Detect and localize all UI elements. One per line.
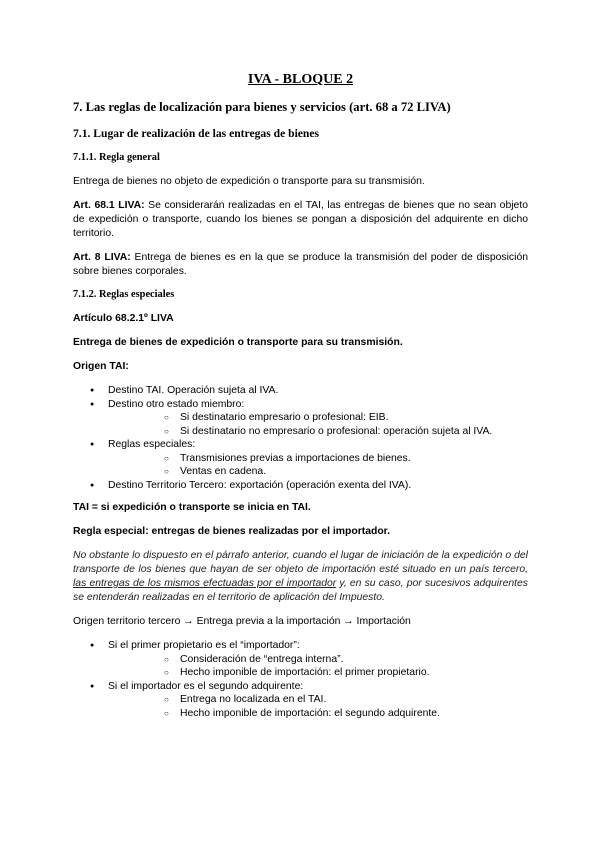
- list-item: [73, 438, 528, 479]
- sub-list: [108, 653, 528, 680]
- sub-list: [108, 452, 528, 479]
- list-item-text: Reglas especiales:: [108, 439, 196, 450]
- list-item-text: Si el primer propietario es el “importador”:: [108, 640, 300, 651]
- sub-list: [108, 693, 528, 720]
- sub-list-item: ○ Si destinatario empresario o profesional: EIB.: [108, 411, 528, 425]
- list-item-text: Destino Territorio Tercero: exportación (operación exenta del IVA).: [108, 479, 412, 491]
- quote-part-2: y, en su caso, por sucesivos adquirentes se entenderán realizadas en el territorio de aplicación del Impuesto.: [73, 578, 528, 603]
- art-8-label: Art. 8 LIVA:: [73, 252, 131, 263]
- quote-part-1: No obstante lo dispuesto en el párrafo anterior, cuando el lugar de iniciación de la expedición o del transporte de los bienes que hayan de ser objeto de importación esté situado en un país tercero,: [73, 550, 528, 575]
- art-8-text: Entrega de bienes es en la que se produce la transmisión del poder de disposición sobre bienes corporales.: [73, 252, 528, 277]
- entrega-expedicion-heading: Entrega de bienes de expedición o transporte para su transmisión.: [73, 337, 403, 348]
- sub-list-item: ○ Transmisiones previas a importaciones de bienes.: [108, 452, 528, 466]
- sub-list-item: ○ Si destinatario no empresario o profesional: operación sujeta al IVA.: [108, 425, 528, 439]
- list-item-text: Si el importador es el segundo adquirente:: [108, 680, 304, 692]
- quote-paragraph: [73, 549, 528, 605]
- section-7-1-1-heading: 7.1.1. Regla general: [73, 152, 160, 163]
- sub-list-item: ○ Ventas en cadena.: [108, 465, 528, 479]
- art-68-text: Se considerarán realizadas en el TAI, las entregas de bienes que no sean objeto de expedición o transporte, cuando los bienes se pongan a disposición del adquirente en dicho territorio.: [73, 200, 528, 239]
- list-item-text: Destino TAI. Operación sujeta al IVA.: [108, 385, 279, 396]
- sub-list-item: ○ Hecho imponible de importación: el primer propietario.: [108, 666, 528, 680]
- origen-tai-list: [73, 384, 528, 492]
- list-item: [73, 680, 528, 721]
- section-7-1-heading: 7.1. Lugar de realización de las entregas de bienes: [73, 127, 320, 140]
- list-item: [73, 384, 528, 398]
- sub-list-item: ○ Hecho imponible de importación: el segundo adquirente.: [108, 707, 528, 721]
- origen-flow-text: Origen territorio tercero → Entrega previa a la importación → Importación: [73, 616, 411, 627]
- sub-list-item: ○ Consideración de “entrega interna”.: [108, 653, 528, 667]
- regla-general-text: Entrega de bienes no objeto de expedición o transporte para su transmisión.: [73, 176, 425, 187]
- articulo-68-2-heading: Artículo 68.2.1º LIVA: [73, 313, 174, 324]
- regla-especial-heading: Regla especial: entregas de bienes realizadas por el importador.: [73, 526, 391, 537]
- list-item-text: Destino otro estado miembro:: [108, 398, 245, 410]
- sub-list: [108, 411, 528, 438]
- importador-list: [73, 639, 528, 720]
- origen-tai-heading: Origen TAI:: [73, 361, 129, 372]
- list-item: [73, 398, 528, 439]
- section-7-heading: 7. Las reglas de localización para bienes y servicios (art. 68 a 72 LIVA): [73, 100, 451, 114]
- list-item: [73, 639, 528, 680]
- list-item: [73, 479, 528, 493]
- art-8-paragraph: [73, 251, 528, 279]
- section-7-1-2-heading: 7.1.2. Reglas especiales: [73, 289, 175, 300]
- document-title: IVA - BLOQUE 2: [247, 72, 354, 87]
- tai-definition: TAI = si expedición o transporte se inicia en TAI.: [73, 502, 311, 513]
- art-68-label: Art. 68.1 LIVA:: [73, 200, 145, 211]
- quote-underlined: las entregas de los mismos efectuadas por el importador: [73, 578, 337, 589]
- art-68-paragraph: [73, 199, 528, 241]
- sub-list-item: ○ Entrega no localizada en el TAI.: [108, 693, 528, 707]
